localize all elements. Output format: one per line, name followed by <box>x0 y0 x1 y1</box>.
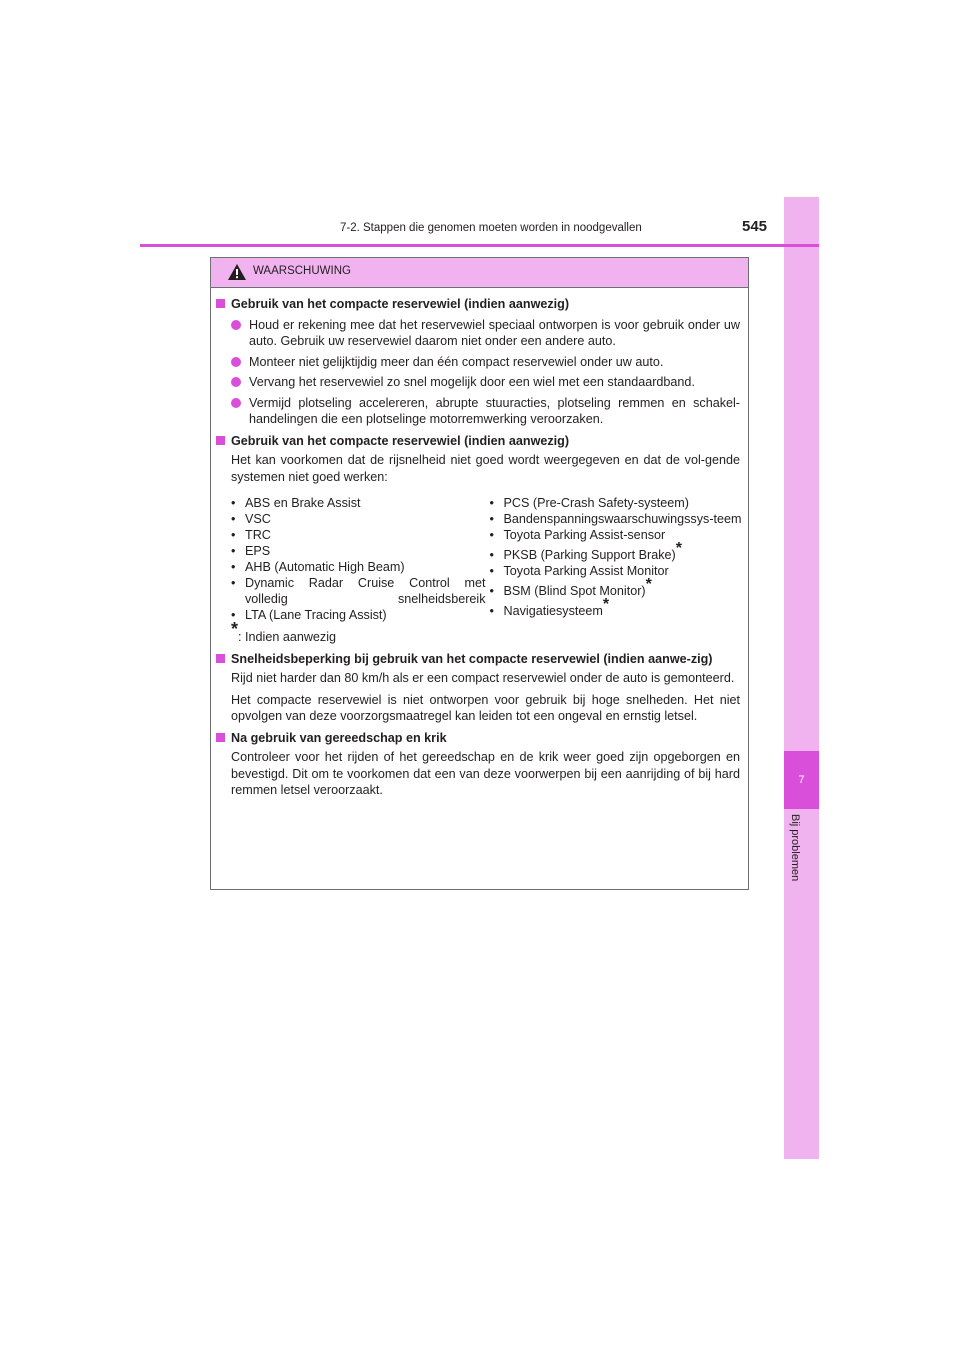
system-list <box>211 495 748 623</box>
footnote-star: * <box>231 619 239 639</box>
list-item: • Bandenspanningswaarschuwingssys-teem <box>490 511 745 527</box>
warning-section <box>211 433 748 486</box>
chapter-side-tab <box>784 197 819 1159</box>
warning-content <box>211 296 748 799</box>
footnote <box>211 619 748 646</box>
system-list-left <box>231 495 486 623</box>
bullet-dot-icon <box>231 377 241 387</box>
running-header: 7-2. Stappen die genomen moeten worden in noodgevallen <box>340 222 642 234</box>
warning-title: WAARSCHUWING <box>253 265 351 277</box>
section-square-icon <box>216 299 225 308</box>
chapter-label: Bij problemen <box>789 814 801 882</box>
section-square-icon <box>216 733 225 742</box>
section-text: Het kan voorkomen dat de rijsnelheid niet goed wordt weergegeven en dat de vol-gende systemen niet goed werken: <box>231 453 740 484</box>
section-paragraph: Controleer voor het rijden of het gereedschap en de krik weer goed zijn opgeborgen en bevestigd. Dit om te voorkomen dat een van deze voorwerpen bij een aanrijding of bij hard remmen letsel veroorzaakt. <box>231 750 740 797</box>
list-item: • Toyota Parking Assist-sensor <box>490 527 745 543</box>
section-square-icon <box>216 436 225 445</box>
list-item: • TRC <box>231 527 486 543</box>
list-item: • PCS (Pre-Crash Safety-systeem) <box>490 495 745 511</box>
section-title: Gebruik van het compacte reservewiel (indien aanwezig) <box>231 297 570 311</box>
warning-section <box>211 730 748 799</box>
list-item: • PKSB (Parking Support Brake)* <box>490 547 745 563</box>
warning-triangle-icon <box>227 263 247 281</box>
list-item: • AHB (Automatic High Beam) <box>231 559 486 575</box>
bullet-dot-icon <box>231 357 241 367</box>
list-item: • Toyota Parking Assist Monitor <box>490 563 745 579</box>
section-title: Gebruik van het compacte reservewiel (indien aanwezig) <box>231 433 570 448</box>
list-item: • Dynamic Radar Cruise Control met volledig snelheidsbereik <box>231 575 486 607</box>
bullet-dot-icon <box>231 320 241 330</box>
footnote-star: * <box>675 540 682 557</box>
section-paragraph: Het compacte reservewiel is niet ontworpen voor gebruik bij hoge snelheden. Het niet opvolgen van deze voorzorgsmaatregel kan leiden tot een ongeval en ernstig letsel. <box>231 692 740 723</box>
warning-box <box>210 257 749 890</box>
warning-section <box>211 296 748 428</box>
page-number: 545 <box>742 218 768 235</box>
bullet-item: Vermijd plotseling accelereren, abrupte stuuracties, plotseling remmen en schakel-handelingen die een plotselinge motorremwerking veroorzaken. <box>231 395 740 428</box>
bullet-item: Vervang het reservewiel zo snel mogelijk door een wiel met een standaardband. <box>231 374 740 391</box>
header-rule <box>140 244 819 247</box>
section-title: Snelheidsbeperking bij gebruik van het compacte reservewiel (indien aanwe-zig) <box>231 651 713 666</box>
section-square-icon <box>216 654 225 663</box>
warning-section <box>211 651 748 725</box>
system-list-right <box>490 495 745 623</box>
bullet-item: Houd er rekening mee dat het reservewiel speciaal ontworpen is voor gebruik onder uw auto. Gebruik uw reservewiel daarom niet onder een andere auto. <box>231 317 740 350</box>
bullet-item: Monteer niet gelijktijdig meer dan één compact reservewiel onder uw auto. <box>231 354 740 371</box>
footnote-star: * <box>645 576 652 593</box>
footnote-star: * <box>602 596 610 613</box>
chapter-number: 7 <box>798 774 805 786</box>
chapter-number-tab <box>784 751 819 809</box>
section-paragraph: Rijd niet harder dan 80 km/h als er een compact reservewiel onder de auto is gemonteerd. <box>231 671 735 685</box>
section-title: Na gebruik van gereedschap en krik <box>231 730 447 745</box>
list-item: • LTA (Lane Tracing Assist) <box>231 607 486 623</box>
warning-header <box>211 258 748 288</box>
list-item: • ABS en Brake Assist <box>231 495 486 511</box>
footnote-text: : Indien aanwezig <box>238 630 337 644</box>
list-item: • BSM (Blind Spot Monitor)* <box>490 583 745 599</box>
list-item: • VSC <box>231 511 486 527</box>
list-item: • Navigatiesysteem* <box>490 603 745 619</box>
list-item: • EPS <box>231 543 486 559</box>
bullet-dot-icon <box>231 398 241 408</box>
